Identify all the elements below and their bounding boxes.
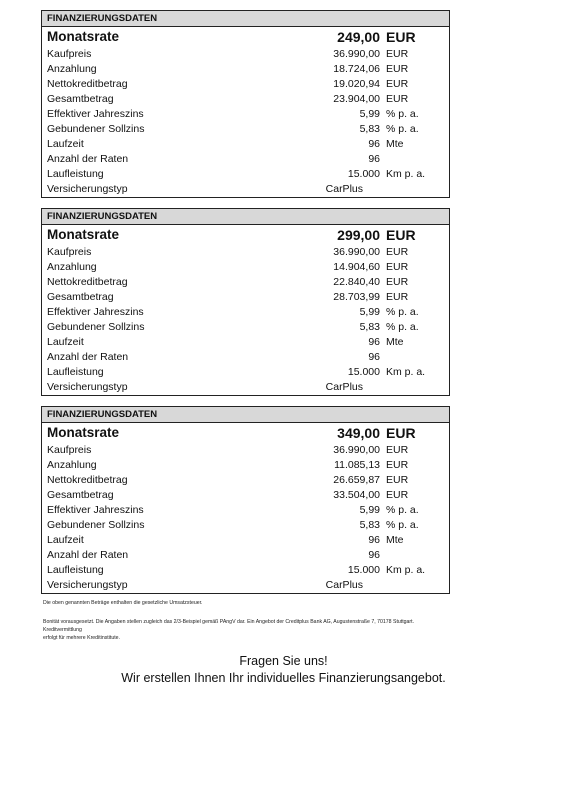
table-row — [42, 107, 449, 122]
monatsrate-row — [42, 225, 449, 245]
box-header: FINANZIERUNGSDATEN — [42, 407, 449, 423]
row-value: 96 — [368, 351, 380, 363]
table-row — [42, 305, 449, 320]
table-row — [42, 77, 449, 92]
row-value: 96 — [368, 534, 380, 546]
row-label: Nettokreditbetrag — [47, 474, 128, 486]
financing-box-2 — [41, 208, 450, 396]
row-label: Laufzeit — [47, 534, 84, 546]
row-label: Anzahl der Raten — [47, 549, 129, 561]
row-value: 28.703,99 — [333, 291, 380, 303]
row-unit: EUR — [386, 78, 409, 90]
table-row — [42, 350, 449, 365]
row-label: Laufleistung — [47, 168, 104, 180]
table-row — [42, 578, 449, 593]
row-label: Anzahlung — [47, 63, 97, 75]
vat-footnote: Die oben genannten Beträge enthalten die gesetzliche Umsatzsteuer. — [43, 600, 203, 606]
row-value: 5,99 — [359, 108, 380, 120]
row-unit: Mte — [386, 336, 404, 348]
table-row — [42, 122, 449, 137]
row-unit: % p. a. — [386, 321, 419, 333]
monatsrate-row — [42, 423, 449, 443]
row-label: Laufzeit — [47, 336, 84, 348]
row-unit: EUR — [386, 489, 409, 501]
row-value: 14.904,60 — [333, 261, 380, 273]
row-unit: EUR — [386, 29, 416, 45]
row-value: 36.990,00 — [333, 444, 380, 456]
table-row — [42, 503, 449, 518]
table-row — [42, 167, 449, 182]
table-row — [42, 182, 449, 197]
table-row — [42, 62, 449, 77]
row-unit: EUR — [386, 227, 416, 243]
box-header: FINANZIERUNGSDATEN — [42, 11, 449, 27]
row-value: 5,83 — [359, 123, 380, 135]
row-label: Kaufpreis — [47, 48, 92, 60]
row-label: Versicherungstyp — [47, 183, 128, 195]
table-row — [42, 563, 449, 578]
row-unit: % p. a. — [386, 306, 419, 318]
row-label: Nettokreditbetrag — [47, 276, 128, 288]
row-value: 36.990,00 — [333, 48, 380, 60]
row-label: Effektiver Jahreszins — [47, 306, 144, 318]
financing-box-1 — [41, 10, 450, 198]
table-row — [42, 380, 449, 395]
row-label: Gebundener Sollzins — [47, 321, 145, 333]
row-value: 33.504,00 — [333, 489, 380, 501]
row-unit: EUR — [386, 93, 409, 105]
table-row — [42, 548, 449, 563]
legal-notice-institutes: erfolgt für mehrere Kreditinstitute. — [43, 635, 120, 641]
row-label: Anzahlung — [47, 261, 97, 273]
row-value: 11.085,13 — [334, 459, 380, 471]
row-unit: EUR — [386, 261, 409, 273]
row-label: Laufleistung — [47, 564, 104, 576]
table-row — [42, 458, 449, 473]
row-value: 18.724,06 — [333, 63, 380, 75]
row-unit: Km p. a. — [386, 168, 426, 180]
table-row — [42, 290, 449, 305]
row-unit: % p. a. — [386, 123, 419, 135]
closing-heading: Fragen Sie uns! — [239, 654, 328, 668]
table-row — [42, 275, 449, 290]
row-value: CarPlus — [325, 183, 363, 195]
row-unit: EUR — [386, 459, 409, 471]
row-value: 5,83 — [359, 321, 380, 333]
row-unit: % p. a. — [386, 519, 419, 531]
row-value: 22.840,40 — [333, 276, 380, 288]
table-row — [42, 92, 449, 107]
row-value: 249,00 — [337, 29, 380, 45]
table-row — [42, 137, 449, 152]
row-label: Laufleistung — [47, 366, 104, 378]
row-value: 5,99 — [359, 306, 380, 318]
row-label: Laufzeit — [47, 138, 84, 150]
table-row — [42, 320, 449, 335]
row-value: 15.000 — [347, 564, 380, 576]
row-label: Monatsrate — [47, 29, 120, 44]
row-label: Gebundener Sollzins — [47, 123, 145, 135]
row-label: Gesamtbetrag — [47, 93, 114, 105]
monatsrate-row — [42, 27, 449, 47]
row-value: 36.990,00 — [333, 246, 380, 258]
row-label: Effektiver Jahreszins — [47, 108, 144, 120]
row-value: 96 — [368, 549, 380, 561]
row-unit: Km p. a. — [386, 564, 426, 576]
table-row — [42, 533, 449, 548]
row-value: 96 — [368, 153, 380, 165]
row-value: 26.659,87 — [333, 474, 380, 486]
table-row — [42, 443, 449, 458]
row-label: Nettokreditbetrag — [47, 78, 128, 90]
box-header: FINANZIERUNGSDATEN — [42, 209, 449, 225]
table-row — [42, 488, 449, 503]
row-unit: EUR — [386, 425, 416, 441]
table-row — [42, 152, 449, 167]
row-unit: Mte — [386, 138, 404, 150]
table-row — [42, 335, 449, 350]
row-label: Gebundener Sollzins — [47, 519, 145, 531]
row-label: Anzahl der Raten — [47, 153, 129, 165]
row-unit: % p. a. — [386, 108, 419, 120]
row-label: Anzahl der Raten — [47, 351, 129, 363]
row-unit: EUR — [386, 474, 409, 486]
legal-notice: Bonität vorausgesetzt. Die Angaben stellen zugleich das 2/3-Beispiel gemäß PAngV dar. Ein Angebot der Creditplus Bank AG, Augustenstraße 7, 70178 Stuttgart. — [43, 619, 415, 625]
row-label: Kaufpreis — [47, 246, 92, 258]
row-unit: EUR — [386, 276, 409, 288]
row-unit: % p. a. — [386, 504, 419, 516]
row-unit: EUR — [386, 63, 409, 75]
row-label: Effektiver Jahreszins — [47, 504, 144, 516]
row-value: 15.000 — [347, 168, 380, 180]
closing-text: Wir erstellen Ihnen Ihr individuelles Finanzierungsangebot. — [121, 671, 446, 685]
row-value: 5,99 — [359, 504, 380, 516]
row-unit: Mte — [386, 534, 404, 546]
row-label: Anzahlung — [47, 459, 97, 471]
legal-notice-credit: Kreditvermittlung — [43, 627, 82, 633]
table-row — [42, 365, 449, 380]
table-row — [42, 47, 449, 62]
row-label: Versicherungstyp — [47, 381, 128, 393]
financing-box-3 — [41, 406, 450, 594]
row-unit: EUR — [386, 48, 409, 60]
row-label: Monatsrate — [47, 425, 120, 440]
row-value: 96 — [368, 138, 380, 150]
row-value: 15.000 — [347, 366, 380, 378]
row-label: Monatsrate — [47, 227, 120, 242]
row-unit: Km p. a. — [386, 366, 426, 378]
row-value: 299,00 — [337, 227, 380, 243]
table-row — [42, 260, 449, 275]
row-value: 23.904,00 — [333, 93, 380, 105]
table-row — [42, 245, 449, 260]
row-label: Gesamtbetrag — [47, 291, 114, 303]
row-unit: EUR — [386, 444, 409, 456]
row-label: Versicherungstyp — [47, 579, 128, 591]
row-value: CarPlus — [325, 381, 363, 393]
row-value: 5,83 — [359, 519, 380, 531]
row-label: Kaufpreis — [47, 444, 92, 456]
row-value: 96 — [368, 336, 380, 348]
row-unit: EUR — [386, 246, 409, 258]
table-row — [42, 473, 449, 488]
row-label: Gesamtbetrag — [47, 489, 114, 501]
row-value: 19.020,94 — [333, 78, 380, 90]
row-value: CarPlus — [325, 579, 363, 591]
row-unit: EUR — [386, 291, 409, 303]
row-value: 349,00 — [337, 425, 380, 441]
table-row — [42, 518, 449, 533]
